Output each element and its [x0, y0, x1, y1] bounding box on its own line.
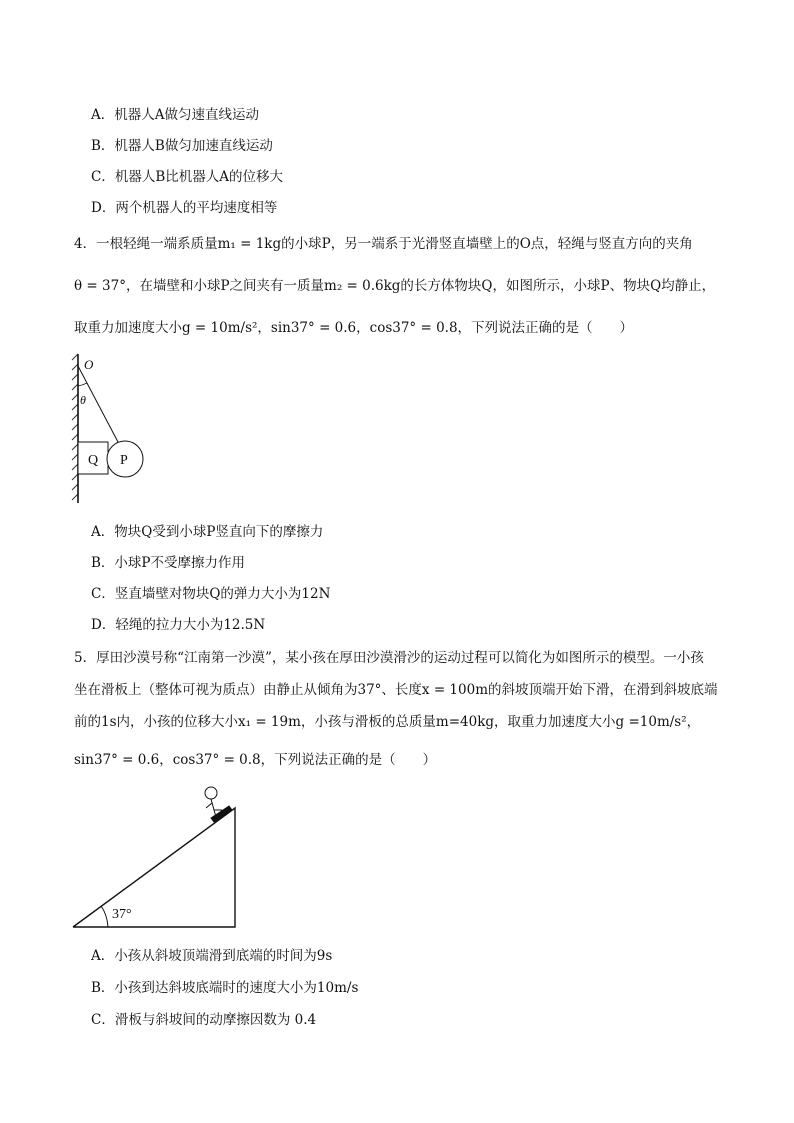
q5-stem-line-3: 前的1s内，小孩的位移大小x₁ = 19m，小孩与滑板的总质量m=40kg，取重力加速度大小g =10m/s²， [74, 714, 701, 730]
angle-arc [78, 383, 87, 386]
q3-option-c: C．机器人B比机器人A的位移大 [91, 169, 283, 185]
q5-option-a: A．小孩从斜坡顶端滑到底端的时间为9s [91, 948, 333, 964]
q3-option-a: A．机器人A做匀速直线运动 [91, 107, 259, 123]
label-theta: θ [80, 393, 86, 407]
q5-slope-figure [70, 780, 240, 930]
q4-option-c: C．竖直墙壁对物块Q的弹力大小为12N [91, 586, 331, 602]
sled-block [211, 806, 232, 822]
label-p: P [120, 453, 128, 468]
q5-stem-line-1: 5．厚田沙漠号称“江南第一沙漠”，某小孩在厚田沙漠滑沙的运动过程可以简化为如图所示的模型。一小孩 [74, 650, 704, 666]
q5-option-b: B．小孩到达斜坡底端时的速度大小为10m/s [91, 980, 359, 996]
slope-angle-arc [101, 906, 108, 927]
q5-stem-line-2: 坐在滑板上（整体可视为质点）由静止从倾角为37°、长度x = 100m的斜坡顶端开始下滑，在滑到斜坡底端 [74, 682, 718, 698]
q5-stem-line-4: sin37° = 0.6，cos37° = 0.8，下列说法正确的是（ ） [74, 752, 437, 768]
q4-stem-line-3: 取重力加速度大小g = 10m/s²，sin37° = 0.6，cos37° = 0.8，下列说法正确的是（ ） [74, 320, 634, 336]
label-o: O [84, 357, 94, 372]
q4-stem-line-2: θ = 37°，在墙壁和小球P之间夹有一质量m₂ = 0.6kg的长方体物块Q，如图所示，小球P、物块Q均静止， [74, 278, 716, 294]
slope-triangle [73, 808, 235, 927]
child-arm [206, 803, 212, 808]
q3-option-b: B．机器人B做匀加速直线运动 [91, 138, 273, 154]
wall-hatching [72, 354, 78, 500]
q4-option-a: A．物块Q受到小球P竖直向下的摩擦力 [91, 524, 324, 540]
q4-stem-line-1: 4．一根轻绳一端系质量m₁ = 1kg的小球P，另一端系于光滑竖直墙壁上的O点，轻绳与竖直方向的夹角 [74, 236, 693, 252]
q5-option-c: C．滑板与斜坡间的动摩擦因数为 0.4 [91, 1012, 317, 1028]
slope-angle-label: 37° [112, 907, 132, 922]
q4-wall-ball-figure [66, 352, 156, 507]
q4-option-d: D．轻绳的拉力大小为12.5N [91, 617, 266, 633]
child-head [205, 787, 217, 799]
q4-option-b: B．小球P不受摩擦力作用 [91, 555, 246, 571]
label-q: Q [88, 453, 99, 468]
q3-option-d: D．两个机器人的平均速度相等 [91, 200, 278, 216]
